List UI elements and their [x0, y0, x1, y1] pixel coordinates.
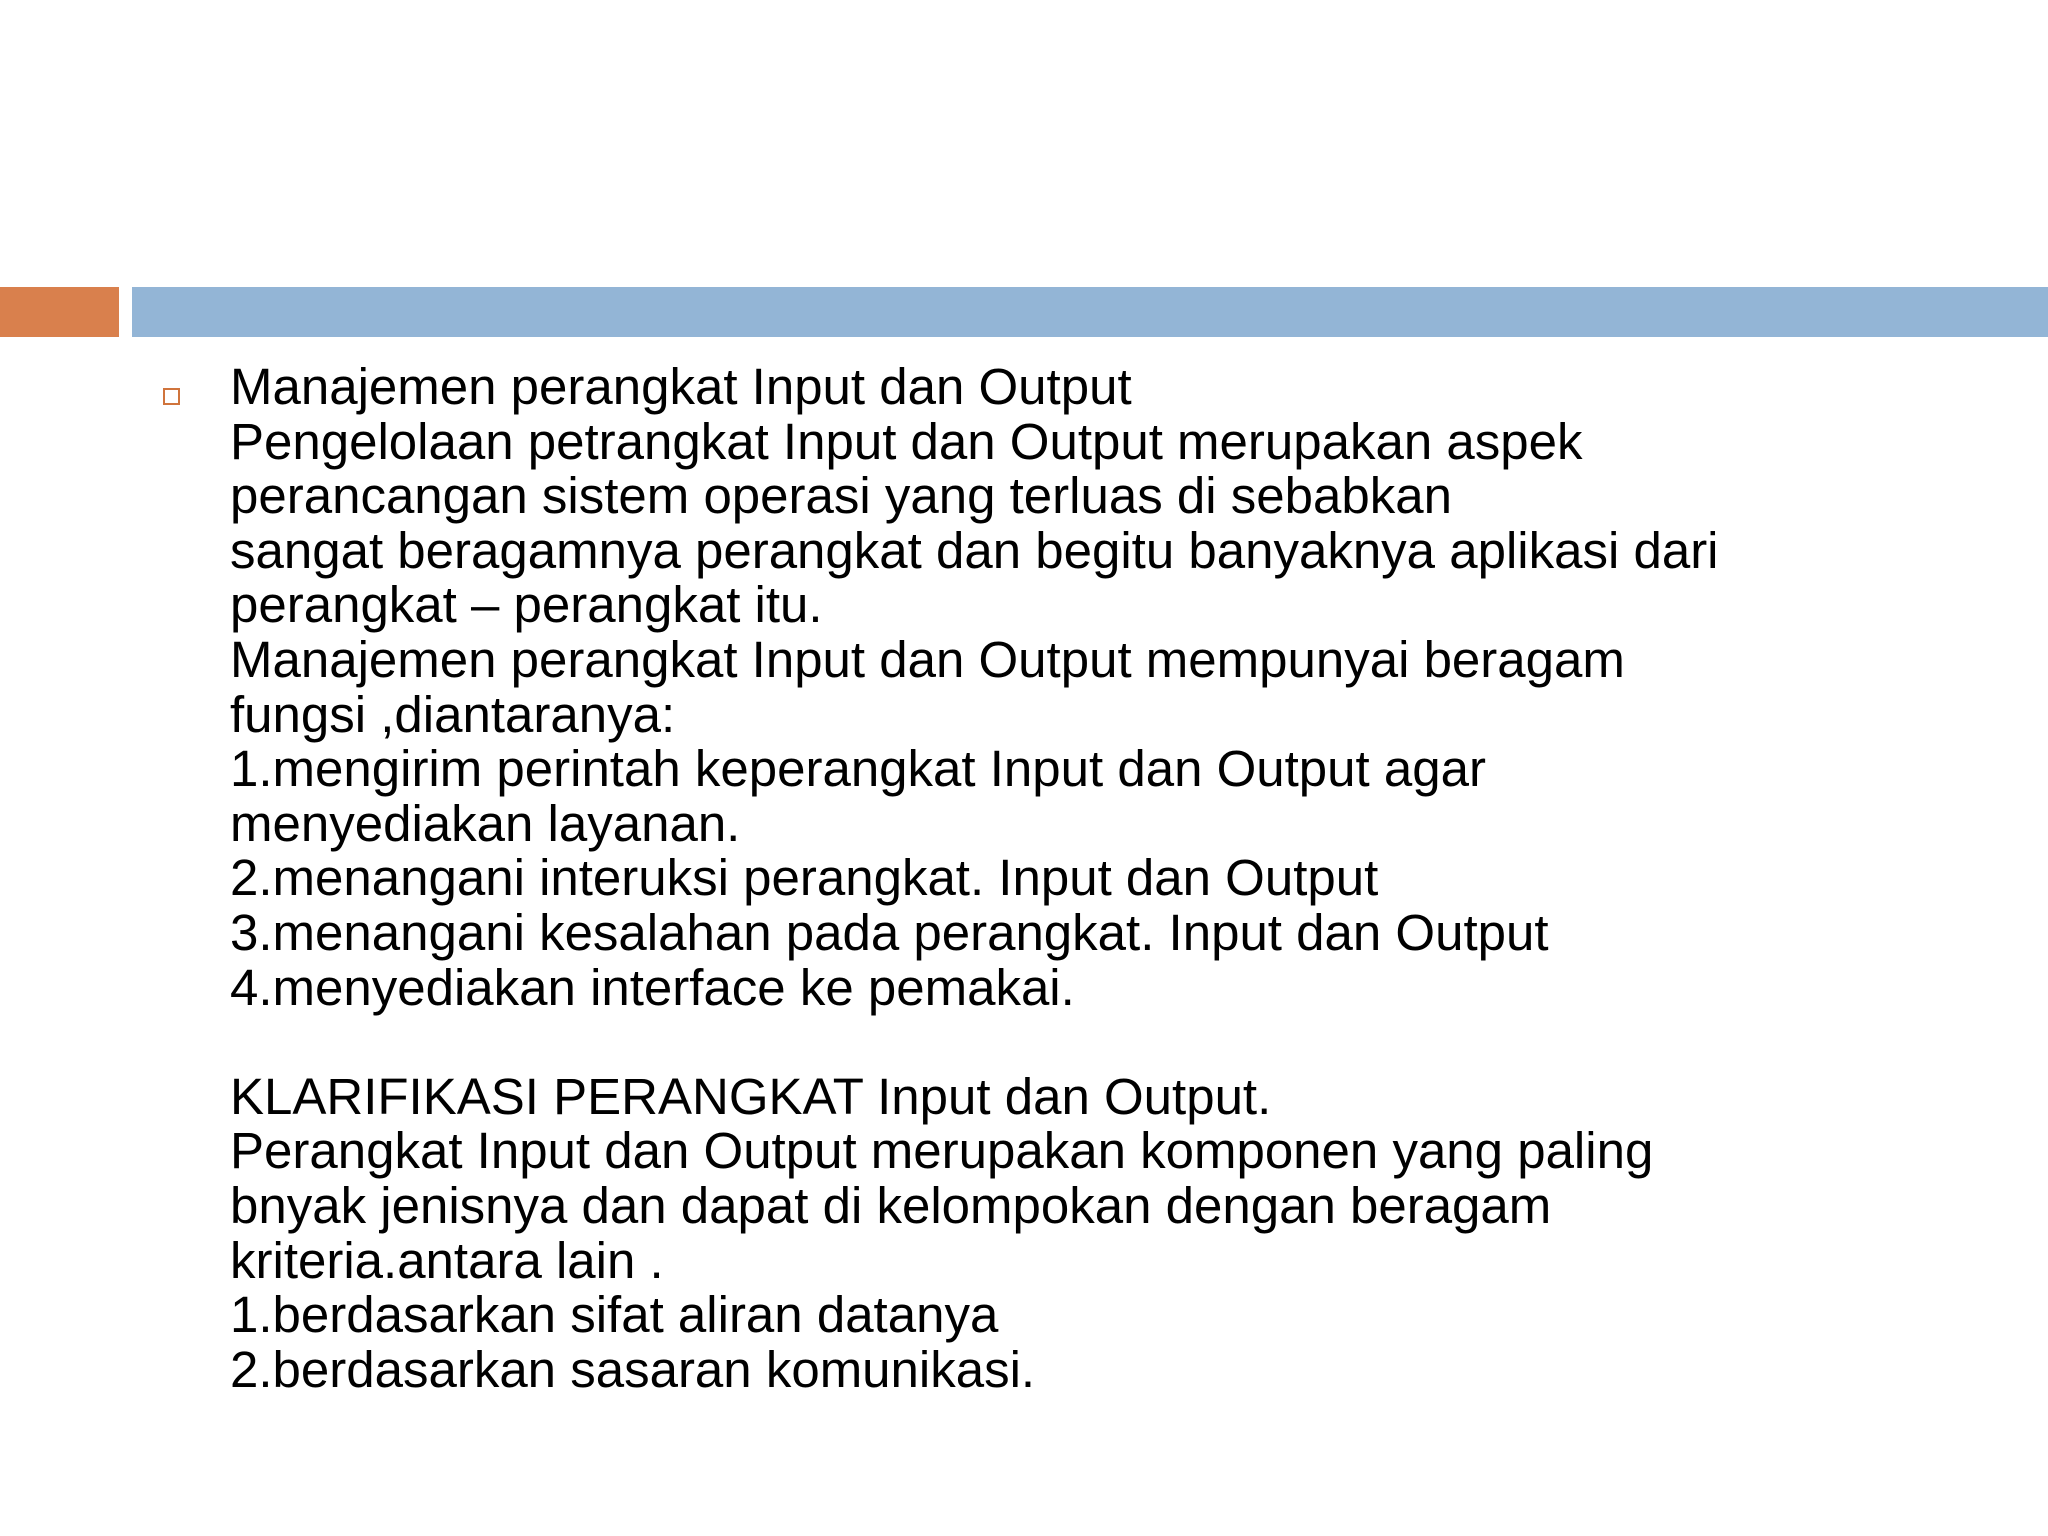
- slide-body-text: [230, 360, 2010, 1397]
- body-text-line: KLARIFIKASI PERANGKAT Input dan Output.: [230, 1067, 1272, 1125]
- hollow-square-bullet-icon: [163, 388, 180, 405]
- body-text-line: 1.mengirim perintah keperangkat Input dan Output agar: [230, 740, 1486, 798]
- body-text-line: 2.menangani interuksi perangkat. Input dan Output: [230, 849, 1379, 907]
- body-text-line: Manajemen perangkat Input dan Output: [230, 358, 1132, 415]
- body-text-line: perancangan sistem operasi yang terluas di sebabkan: [230, 467, 1452, 525]
- body-text-line: 1.berdasarkan sifat aliran datanya: [230, 1286, 999, 1344]
- body-text-line: 3.menangani kesalahan pada perangkat. Input dan Output: [230, 903, 1549, 961]
- body-text-line: Perangkat Input dan Output merupakan komponen yang paling: [230, 1122, 1654, 1180]
- body-text-line: Pengelolaan petrangkat Input dan Output merupakan aspek: [230, 412, 1583, 470]
- body-text-line: sangat beragamnya perangkat dan begitu banyaknya aplikasi dari: [230, 521, 1719, 579]
- body-text-line: menyediakan layanan.: [230, 794, 741, 852]
- body-text-line: 4.menyediakan interface ke pemakai.: [230, 958, 1075, 1016]
- body-text-line: fungsi ,diantaranya:: [230, 685, 676, 743]
- body-text-line: Manajemen perangkat Input dan Output mempunyai beragam: [230, 630, 1625, 688]
- body-text-line: 2.berdasarkan sasaran komunikasi.: [230, 1340, 1036, 1398]
- body-text-line: kriteria.antara lain .: [230, 1231, 664, 1289]
- body-text-line: bnyak jenisnya dan dapat di kelompokan dengan beragam: [230, 1176, 1552, 1234]
- accent-bar-orange: [0, 287, 119, 337]
- body-text-line: [230, 1015, 2010, 1070]
- body-text-line: perangkat – perangkat itu.: [230, 576, 823, 634]
- accent-bar-blue: [132, 287, 2048, 337]
